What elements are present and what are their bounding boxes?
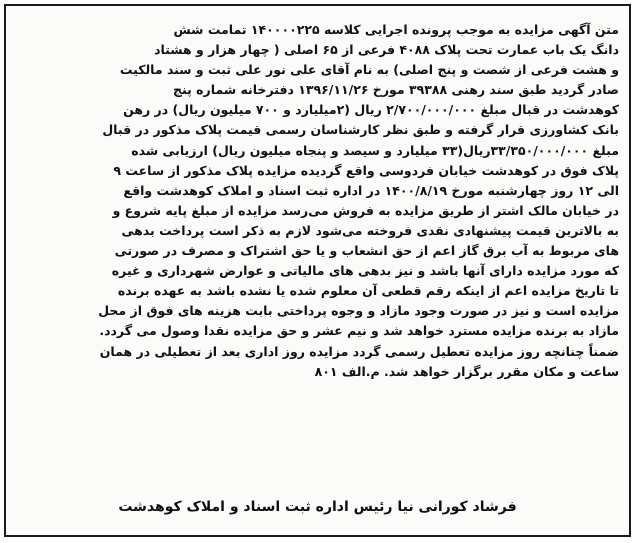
notice-line: به بالاترین قیمت پیشنهادی نقدی فروخته می‌شود لازم به ذکر است پرداخت بدهی	[121, 222, 619, 238]
notice-line: دانگ یک باب عمارت تحت پلاک ۴۰۸۸ فرعی از ۶۵ اصلی ( چهار هزار و هشتاد	[154, 42, 619, 58]
notice-line: متن آگهی مزایده به موجب پرونده اجرایی کلاسه ۱۴۰۰۰۰۲۲۵ تمامت شش	[173, 22, 619, 37]
notice-body	[16, 20, 619, 382]
notice-line: الی ۱۲ روز چهارشنبه مورخ ۱۴۰۰/۸/۱۹ در اداره ثبت اسناد و املاک کوهدشت واقع	[123, 182, 619, 198]
notice-line: ساعت و مکان مقرر برگزار خواهد شد. م.الف ۸۰۱	[314, 363, 619, 379]
notice-line: ضمناً چنانچه روز مزایده تعطیل رسمی گردد مزایده روز اداری بعد از تعطیلی در همان	[99, 343, 619, 359]
notice-line: صادر گردید طبق سند رهنی ۳۹۳۸۸ مورخ ۱۳۹۶/۱۱/۲۶ دفترخانه شماره پنج	[173, 82, 619, 98]
notice-line: مبلغ ۳۳/۳۵۰/۰۰۰/۰۰۰ریال(۳۳ میلیارد و سیصد و پنجاه میلیون ریال) ارزیابی شده	[131, 142, 619, 158]
notice-line: که مورد مزایده دارای آنها باشد و نیز بدهی های مالیاتی و عوارض شهرداری و غیره	[111, 263, 619, 279]
auction-notice-frame	[4, 4, 631, 537]
signature-line: فرشاد کورانی نیا رئیس اداره ثبت اسناد و املاک کوهدشت	[118, 499, 517, 515]
notice-line: و هشت فرعی از شصت و پنج اصلی) به نام آقای علی نور علی ثبت و سند مالکیت	[119, 62, 619, 78]
notice-line: بانک کشاورزی قرار گرفته و طبق نظر کارشناسان رسمی قیمت پلاک مذکور در قبال	[102, 122, 619, 138]
notice-line: تا تاریخ مزایده اعم از اینکه رقم قطعی آن معلوم شده یا نشده باشد به عهده برنده	[117, 283, 619, 299]
notice-line: مزایده است و نیز در صورت وجود مازاد و وجوه پرداختی بابت هزینه های فوق از محل	[98, 303, 619, 319]
notice-line: مازاد به برنده مزایده مسترد خواهد شد و نیم عشر و حق مزایده نقدا وصول می گردد.	[99, 323, 619, 339]
notice-line: در خیابان مالک اشتر از طریق مزایده به فروش می‌رسد مزایده از مبلغ پایه شروع و	[112, 202, 619, 218]
notice-line: کوهدشت در قبال مبلغ ۲/۷۰۰/۰۰۰/۰۰۰ ریال (۲میلیارد و ۷۰۰ میلیون ریال) در رهن	[123, 102, 619, 118]
notice-line: پلاک فوق در کوهدشت خیابان فردوسی واقع گردیده مزایده پلاک مذکور از ساعت ۹	[113, 162, 619, 178]
notice-line: های مربوط به آب برق گاز اعم از حق انشعاب و یا حق اشتراک و مصرف در صورتی	[114, 243, 619, 259]
